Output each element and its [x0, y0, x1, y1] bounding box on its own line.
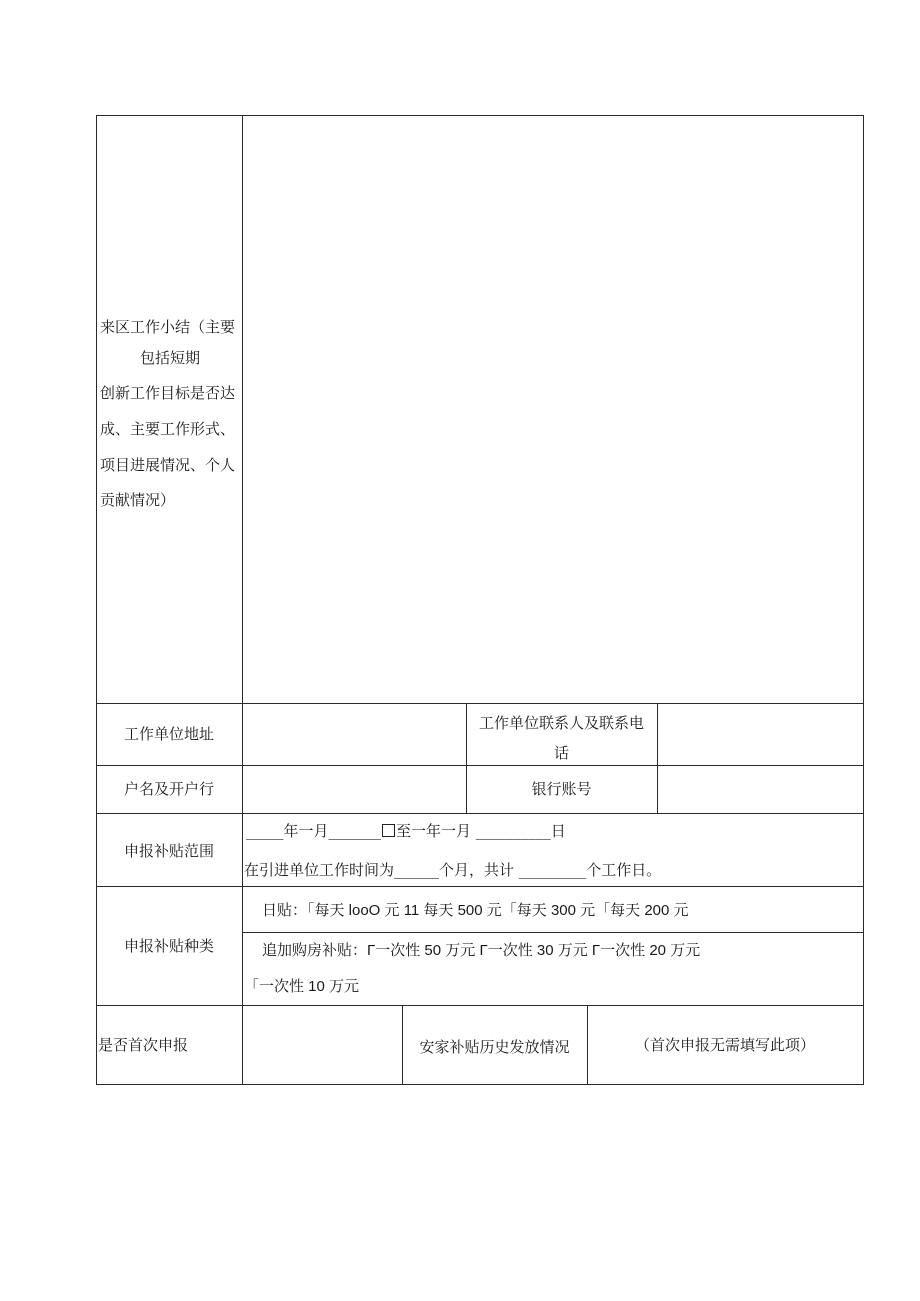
account-input[interactable]: [658, 766, 863, 813]
summary-label-line4: 成、主要工作形式、: [100, 420, 236, 438]
range-line2[interactable]: 在引进单位工作时间为______个月，共计 _________个工作日。: [244, 861, 662, 879]
summary-label-line5: 项目进展情况、个人: [100, 456, 236, 474]
bank-input[interactable]: [243, 766, 466, 813]
address-label: 工作单位地址: [123, 725, 214, 743]
history-label: 安家补贴历史发放情况: [419, 1038, 570, 1056]
rule-after-bank: [96, 813, 864, 814]
checkbox-icon: [382, 824, 395, 837]
range-line1: [246, 821, 566, 841]
history-note[interactable]: （首次申报无需填写此项）: [634, 1036, 815, 1054]
application-form: [96, 115, 864, 1085]
range-label: 申报补贴范围: [123, 842, 214, 860]
summary-label-line3: 创新工作目标是否达: [100, 384, 236, 402]
summary-label-line2: 包括短期: [140, 349, 201, 367]
address-input[interactable]: [243, 704, 466, 765]
rule-right: [863, 115, 864, 1085]
summary-label-line6: 贡献情况）: [100, 491, 176, 509]
housing-options-line2[interactable]: 「一次性 10 万元: [244, 978, 360, 995]
contact-label-line1: 工作单位联系人及联系电: [478, 714, 644, 732]
rule-after-range: [96, 886, 864, 887]
rule-after-type: [96, 1005, 864, 1006]
summary-input[interactable]: [243, 116, 863, 703]
daily-options[interactable]: 日贴：「每天 looO 元 11 每天 500 元「每天 300 元「每天 200 元: [262, 902, 689, 919]
contact-input[interactable]: [658, 704, 863, 765]
first-label: 是否首次申报: [98, 1036, 189, 1054]
range-end[interactable]: 至一年一月 __________日: [396, 822, 566, 840]
range-start[interactable]: _____年一月_______: [246, 822, 382, 840]
contact-label-line2: 话: [553, 744, 569, 762]
housing-options-line1[interactable]: 追加购房补贴：Γ一次性 50 万元 Γ一次性 30 万元 Γ一次性 20 万元: [262, 942, 701, 959]
rule-type-split: [242, 932, 864, 933]
type-label: 申报补贴种类: [123, 937, 214, 955]
rule-bottom: [96, 1084, 864, 1085]
bank-label: 户名及开户行: [123, 780, 214, 798]
summary-label-line1: 来区工作小结（主要: [100, 318, 236, 336]
first-input[interactable]: [243, 1006, 402, 1084]
account-label: 银行账号: [531, 780, 592, 798]
